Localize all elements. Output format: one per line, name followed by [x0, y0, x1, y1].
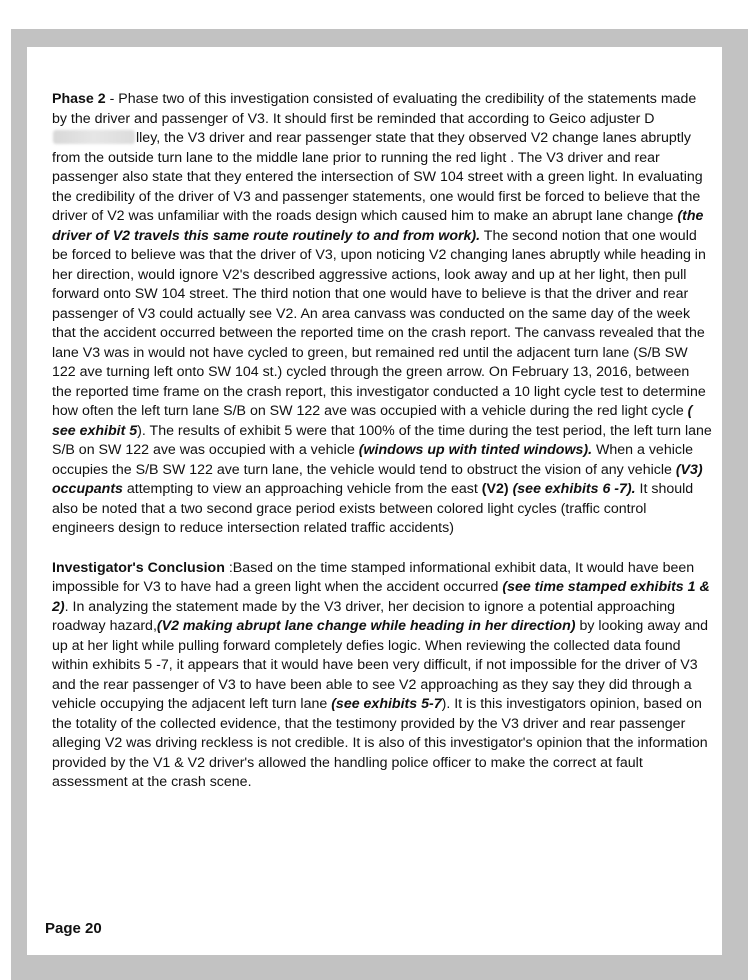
conclusion-text-3: by looking away and up at her light while pulling forward completely defies logic. When reviewing the collected data found within exhibits 5 -7, it appears that it would have been very difficult, if not impossible for the driver of V3 and the rear passenger of V3 to have been able to see V2 approaching as they say they did through a vehicle occupying the adjacent left turn lane	[52, 618, 709, 712]
phase-2-text-6: attempting to view an approaching vehicle from the east	[122, 481, 482, 497]
conclusion-text-4: ). It is this investigators opinion, based on the totality of the collected evidence, that the testimony provided by the V3 driver and rear passenger alleging V2 was driving reckless is not credible. It is also of this investigator's opinion that the information provided by the V1 & V2 driver's allowed the handling police officer to make the correct at fault assessment at the crash scene.	[52, 696, 708, 790]
conclusion-paragraph	[52, 559, 712, 793]
conclusion-emphasis-1: (see time stamped exhibits 1 & 2)	[52, 579, 710, 615]
phase-2-text-2: lley, the V3 driver and rear passenger state that they observed V2 change lanes abruptly from the outside turn lane to the middle lane prior to running the red light . The V3 driver and rear passenger also state that they entered the intersection of SW 104 street with a green light. In evaluating the credibility of the driver of V3 and passenger statements, one would first be forced to believe that the driver of V2 was unfamiliar with the roads design which caused him to make an abrupt lane change	[52, 130, 703, 224]
phase-2-emphasis-6: (see exhibits 6 -7).	[512, 481, 636, 497]
phase-2-emphasis-1: (the driver of V2 travels this same route routinely to and from work).	[52, 208, 704, 244]
phase-2-emphasis-5: (V2)	[481, 481, 509, 497]
document-page	[27, 47, 722, 955]
redacted-name	[53, 130, 135, 144]
conclusion-text-2: . In analyzing the statement made by the V3 driver, her decision to ignore a potential approaching roadway hazard,	[52, 598, 676, 634]
phase-2-label: Phase 2	[52, 91, 106, 107]
phase-2-text-3: The second notion that one would be forced to believe was that the driver of V3, upon noticing V2 changing lanes abruptly while heading in her direction, would ignore V2's described aggressive actions, look away and up at her light, then pull forward onto SW 104 street. The third notion that one would have to believe is that the driver and rear passenger of V3 could actually see V2. An area canvass was conducted on the same day of the week that the accident occurred between the reported time on the crash report. The canvass revealed that the lane V3 was in would not have cycled to green, but remained red until the adjacent turn lane (S/B SW 122 ave turning left onto SW 104 st.) cycled through the green arrow. On February 13, 2016, between the reported time frame on the crash report, this investigator conducted a 10 light cycle test to determine how often the left turn lane S/B on SW 122 ave was occupied with a vehicle during the red light cycle	[52, 227, 706, 419]
phase-2-text-8: It should also be noted that a two second grace period exists between colored light cycles (traffic control engineers design to reduce intersection related traffic accidents)	[52, 481, 694, 536]
phase-2-emphasis-3: (windows up with tinted windows).	[358, 442, 593, 458]
conclusion-emphasis-3: (see exhibits 5-7	[331, 696, 442, 712]
phase-2-emphasis-2: ( see exhibit 5	[52, 403, 693, 439]
phase-2-text-1: - Phase two of this investigation consisted of evaluating the credibility of the statements made by the driver and passenger of V3. It should first be reminded that according to Geico adjuster D	[52, 91, 697, 127]
phase-2-text-4: ). The results of exhibit 5 were that 100% of the time during the test period, the left turn lane S/B on SW 122 ave was occupied with a vehicle	[52, 422, 712, 458]
page-content	[52, 90, 712, 813]
conclusion-text-1: :Based on the time stamped informational exhibit data, It would have been impossible for V3 to have had a green light when the accident occurred	[52, 559, 695, 595]
phase-2-emphasis-4: (V3) occupants	[52, 461, 703, 497]
conclusion-emphasis-2: (V2 making abrupt lane change while heading in her direction)	[156, 618, 576, 634]
page-number: Page 20	[45, 920, 102, 937]
phase-2-text-5: When a vehicle occupies the S/B SW 122 ave turn lane, the vehicle would tend to obstruct the vision of any vehicle	[52, 442, 694, 478]
phase-2-paragraph	[52, 90, 712, 539]
conclusion-label: Investigator's Conclusion	[52, 559, 225, 576]
